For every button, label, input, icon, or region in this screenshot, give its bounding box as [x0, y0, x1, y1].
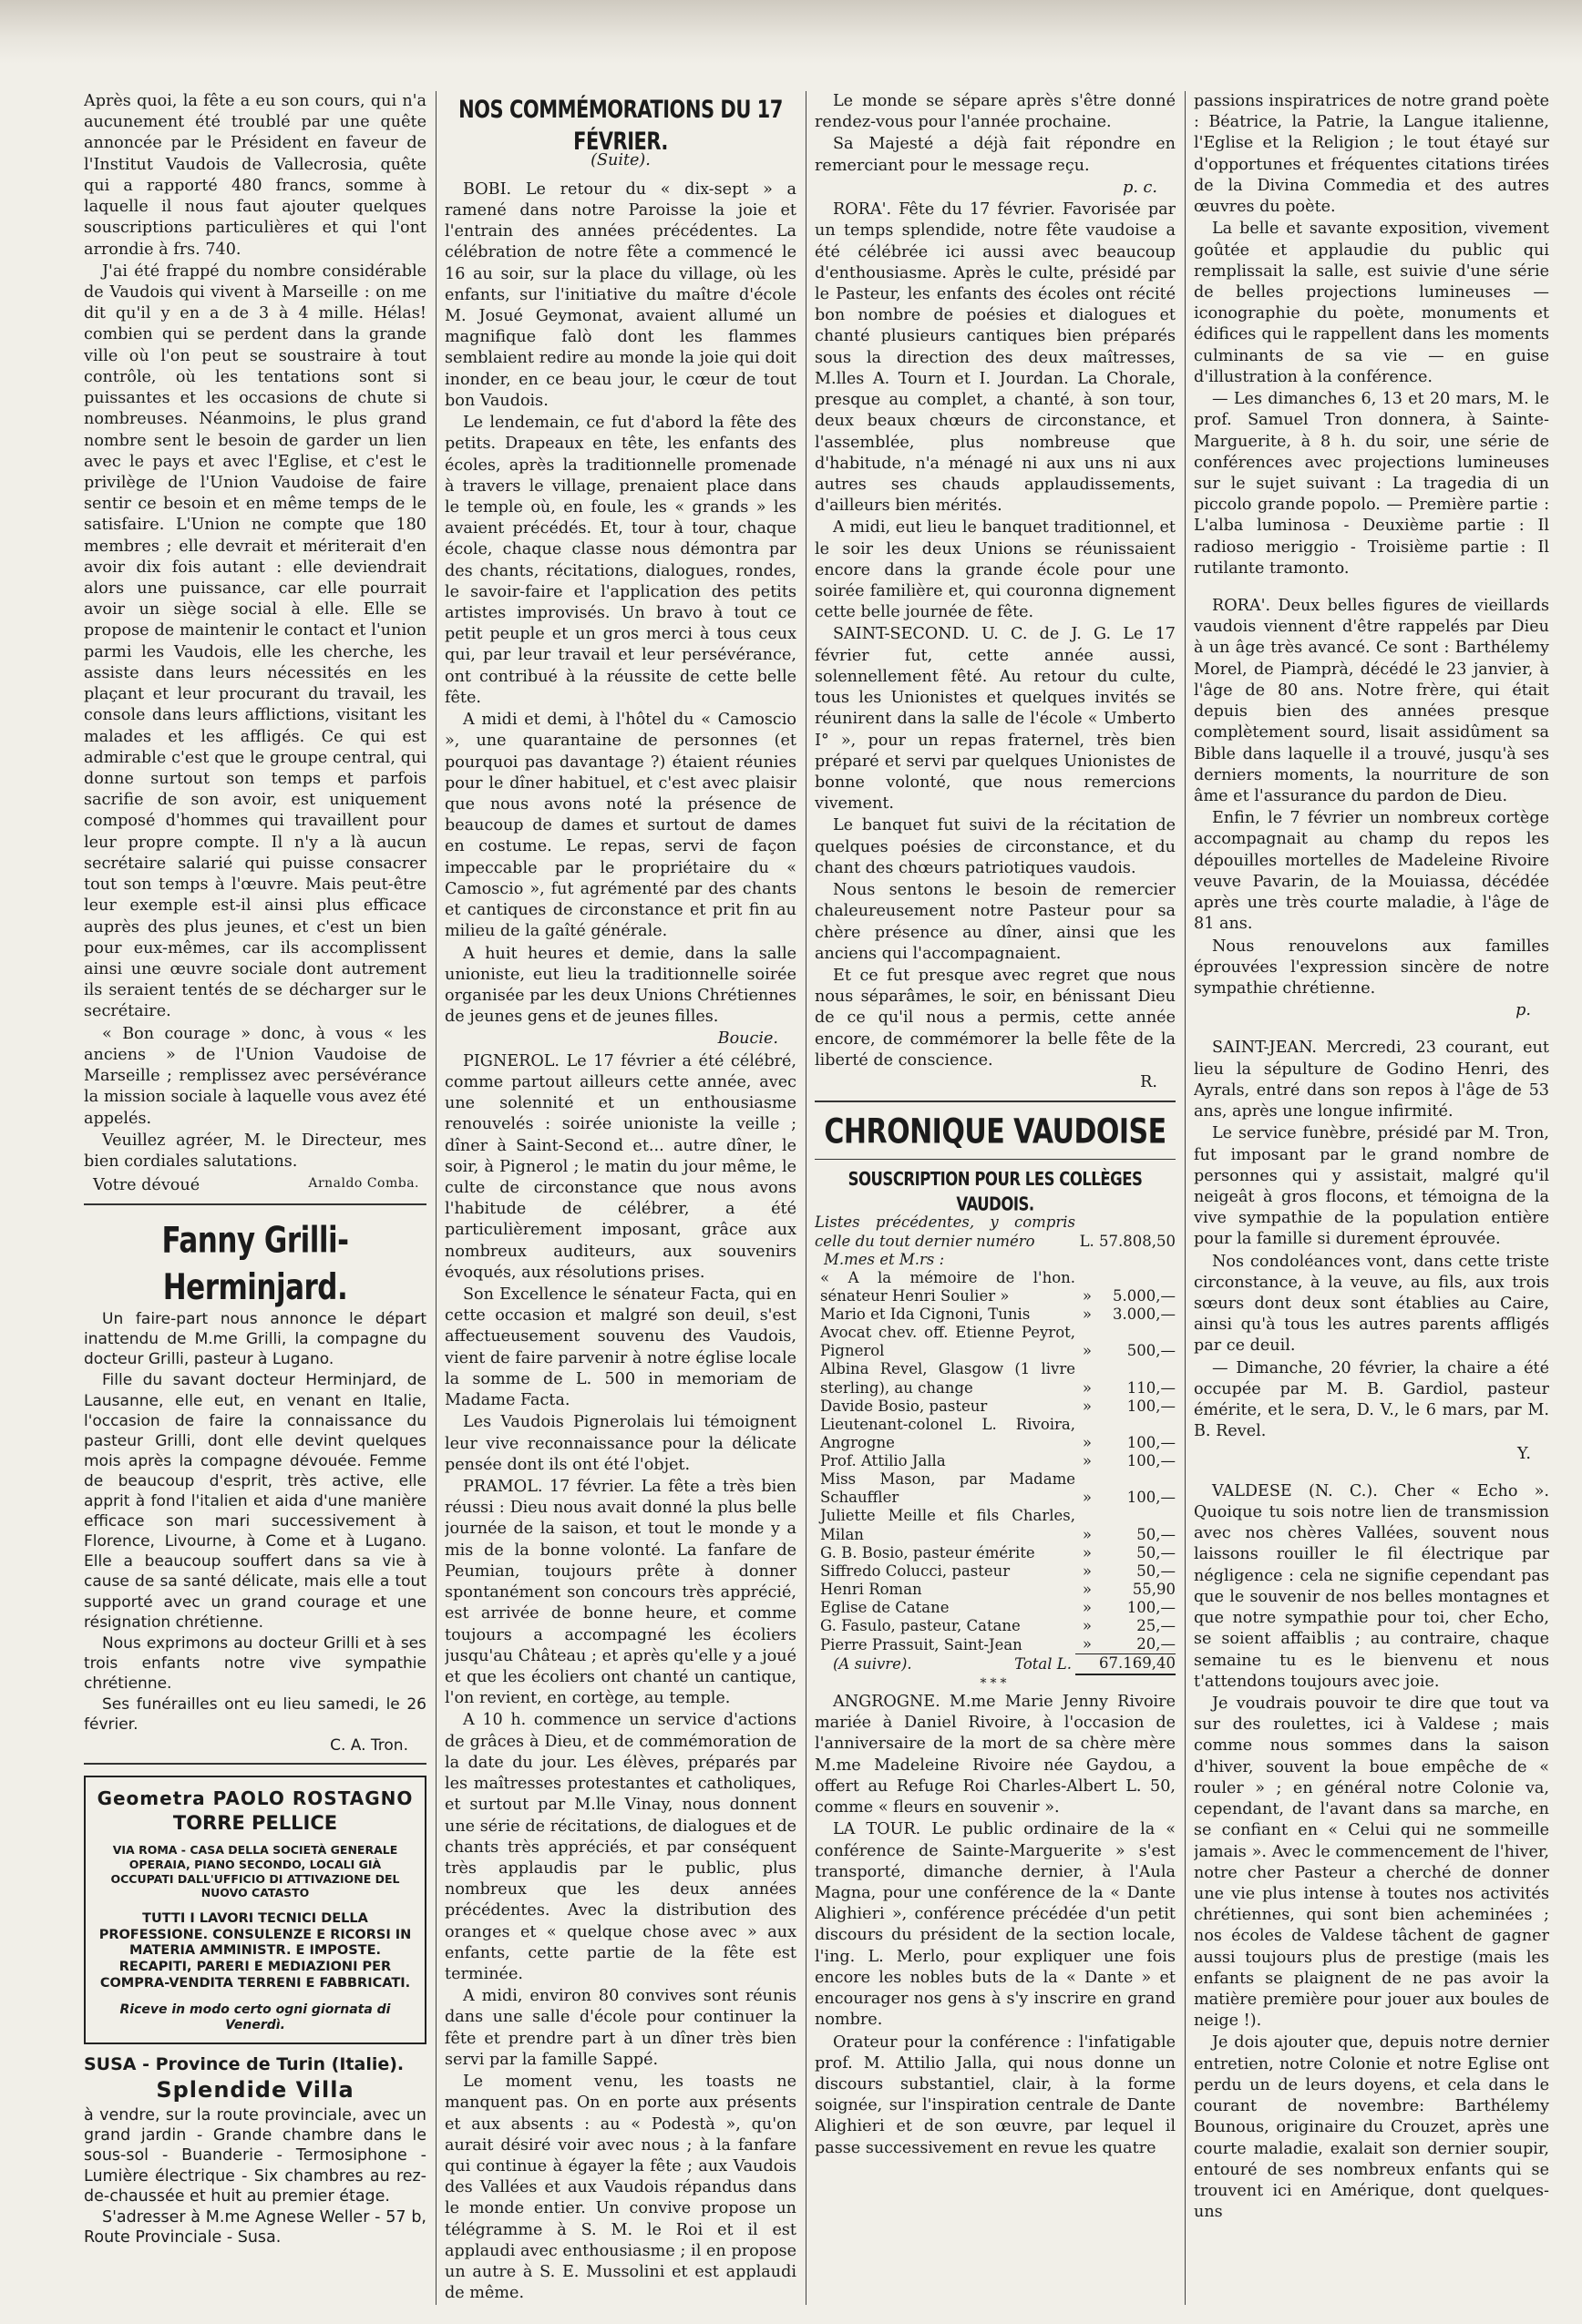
table-cell: Davide Bosio, pasteur: [820, 1397, 988, 1415]
table-row: [815, 1416, 1176, 1452]
subscription-title: SOUSCRIPTION POUR LES COLLÈGES VAUDOIS.: [848, 1168, 1143, 1215]
paragraph: Le banquet fut suivi de la récitation de quelques poésies de circonstance, et du chant des chœurs patriotiques vaudois.: [815, 816, 1176, 877]
signature-name: p. c.: [1123, 178, 1157, 197]
paper-edge: [0, 0, 1582, 64]
table-cell: »: [1082, 1617, 1092, 1635]
subscription-list: [815, 1269, 1176, 1654]
table-cell: M.mes et M.rs :: [824, 1250, 945, 1268]
table-cell: Listes précédentes, y compris celle du tout dernier numéro: [815, 1213, 1075, 1250]
ad-body: à vendre, sur la route provinciale, avec un grand jardin - Grande chambre dans le sous-sol - Buanderie - Termosiphone - Lumière électrique - Six chambres au rez-de-chaussée et huit au premier étage.: [84, 2105, 426, 2206]
obituary-body: [84, 1309, 426, 1756]
paragraph: A 10 h. commence un service d'actions de grâces à Dieu, et de commémoration de la date du jour. Les élèves, préparés par les maîtresses protestantes et catholiques, et surtout par M.lle Vinay, nous donnent une série de récitations, de dialogues et de chants très appréciés, et par conséquent très applaudis par le public, plus nombreux que les deux années précédentes. Avec la distribution des oranges et « quelque chose avec » aux enfants, cette partie de la fête est terminée.: [445, 1711, 796, 1984]
paragraph: La belle et savante exposition, vivement goûtée et applaudie du public qui remplissait la salle, est suivie d'une série de belles projections lumineuses — iconographie du poète, monuments et édifices qui le rappellent dans les moments culminants de sa vie — en guise d'illustration à la conférence.: [1194, 220, 1549, 386]
paragraph: — Dimanche, 20 février, la chaire a été occupée par M. B. Gardiol, pasteur émérite, et le sera, D. V., le 6 mars, par M. B. Revel.: [1194, 1358, 1549, 1441]
table-cell: 100,—: [1126, 1433, 1176, 1451]
table-cell: »: [1082, 1635, 1092, 1653]
table-cell: Miss Mason, par Madame Schauffler: [820, 1470, 1075, 1507]
table-row: [815, 1581, 1176, 1599]
paragraph: ANGROGNE. M.me Marie Jenny Rivoire mariée à Daniel Rivoire, à l'occasion de l'anniversaire de la mort de sa chère mère M.me Madeleine Rivoire née Gaydou, a offert au Refuge Roi Charles-Albert L. 50, comme « fleurs en souvenir ».: [815, 1693, 1176, 1817]
signature-name: C. A. Tron.: [330, 1736, 408, 1756]
separator-stars: ***: [980, 1675, 1011, 1691]
ad-services: TUTTI I LAVORI TECNICI DELLA PROFESSIONE. CONSULENZE E RICORSI IN MATERIA AMMINISTR. E IMPOSTE. RECAPITI, PARERI E MEDIAZIONI PER COMPRA-VENDITA TERRENI E FABBRICATI.: [98, 1910, 412, 1991]
paragraph: A midi et demi, à l'hôtel du « Camoscio », une quarantaine de personnes (et pourquoi pas davantage ?) étaient réunies pour le dîner habituel, et c'est avec plaisir que nous avons noté la présence de beaucoup de dames et surtout de dames en costume. Le repas, servi de façon impeccable par le propriétaire du « Camoscio », fut agrémenté par des chants et cantiques de circonstance et prit fin au milieu de la gaîté générale.: [445, 711, 796, 941]
paragraph: A midi, eut lieu le banquet traditionnel, et le soir les deux Unions se réunissaient encore dans la grande école pour une soirée familière et, qui couronna dignement cette belle journée de fête.: [815, 518, 1176, 622]
paragraph: passions inspiratrices de notre grand poète : Béatrice, la Patrie, la Langue italienne, l'Eglise et la Religion ; le tout étayé sur d'opportunes et fréquentes citations tirées de la Divina Commedia et des autres œuvres du poète.: [1194, 92, 1549, 217]
paragraph: Le lendemain, ce fut d'abord la fête des petits. Drapeaux en tête, les enfants des écoles, après la traditionnelle promenade à travers le village, prenaient place dans le temple où, en foule, les « grands » les avaient précédés. Et, tour à tour, chaque école, chaque classe nous démontra par des chants, récitations, dialogues, rondes, le savoir-faire et l'application des petits artistes improvisés. Un bravo à tout ce petit peuple et un gros merci à tous ceux qui, par leur travail et leur persévérance, ont contribué à la réussite de cette belle fête.: [445, 414, 796, 707]
table-row: [815, 1324, 1176, 1360]
signature-name: Arnaldo Comba.: [308, 1176, 419, 1192]
table-row: [815, 1654, 1176, 1674]
signature-line: [84, 1173, 426, 1196]
paragraph: PIGNEROL. Le 17 février a été célébré, comme partout ailleurs cette année, avec une solennité et un enthousiasme renouvelés : soirée unioniste la veille ; dîner à Saint-Second et... autre dîner, le soir, à Pignerol ; le matin du jour même, le culte de circonstance que nous avons l'habitude de célébrer, a été particulièrement imposant, grâce aux nombreux auditeurs, aux souvenirs évoqués, aux résolutions prises.: [445, 1051, 796, 1282]
paragraph: PRAMOL. 17 février. La fête a très bien réussi : Dieu nous avait donné la plus belle journée de la saison, et tout le monde y a mis de la bonne volonté. La fanfare de Peumian, toujours prête à donner spontanément son concours très apprécié, est arrivée de bonne heure, et comme toujours a accompagné les écoliers jusqu'au Château ; et après qu'elle y a joué et que les écoliers ont chanté un cantique, l'on revient, en cortège, au temple.: [445, 1478, 796, 1708]
paragraph: J'ai été frappé du nombre considérable de Vaudois qui vivent à Marseille : on me dit qu'il y en a de 3 à 4 mille. Hélas! combien qui se perdent dans la grande ville où l'on peut se soustraire à tout contrôle, où les tentations sont si puissantes et les occasions de chute si nombreuses. Néanmoins, le plus grand nombre sent le besoin de garder un lien avec le pays et avec l'Eglise, et c'est le privilège de l'Union Vaudoise de faire sentir ce besoin et en même temps de le satisfaire. L'Union ne compte que 180 membres ; elle devrait et mériterait d'en avoir dix fois autant : elle deviendrait alors une puissance, car elle pourrait avoir un siège social à elle. Elle se propose de maintenir le contact et l'union parmi les Vaudois, elle les cherche, les assiste dans leurs nécessités en les plaçant et leur procurant du travail, les console dans leurs afflictions, visitant les malades et les affligés. Ce qui est admirable c'est que le groupe central, qui donne surtout son temps et parfois sacrifie de son avoir, est uniquement composé d'hommes qui travaillent pour leur propre compte. Il n'y a là aucun secrétaire salarié qui puisse consacrer tout son temps à l'œuvre. Mais peut-être leur exemple est-il ainsi plus efficace auprès des plus jeunes, et c'est un bien pour eux-mêmes, car ils accomplissent ainsi une œuvre sociale dont autrement ils seraient tentés de se décharger sur le secrétaire.: [84, 261, 426, 1021]
total-value: 67.169,40: [1075, 1654, 1176, 1674]
paragraph: Nous exprimons au docteur Grilli et à ses trois enfants notre vive sympathie chrétienne.: [84, 1633, 426, 1693]
paragraph: Après quoi, la fête a eu son cours, qui n'a aucunement été troublé par une quête annoncée par le Président en faveur de l'Institut Vaudois de Vallecrosia, quête qui a rapporté 480 francs, somme à laquelle il nous faut ajouter quelques souscriptions particulières et qui l'ont arrondie à frs. 740.: [84, 92, 426, 259]
paragraph: Nous renouvelons aux familles éprouvées l'expression sincère de notre sympathie chrétienne.: [1194, 937, 1549, 998]
paragraph: — Les dimanches 6, 13 et 20 mars, M. le prof. Samuel Tron donnera, à Sainte-Marguerite, à 8 h. du soir, une série de conférences avec projections lumineuses sur le sujet suivant : La tragedia di un piccolo grande popolo. — Première partie : L'alba luminosa - Deuxième partie : Il radioso meriggio - Troisième partie : Il rutilante tramonto.: [1194, 390, 1549, 578]
paragraph: Fille du savant docteur Herminjard, de Lausanne, elle eut, en venant en Italie, l'occasion de faire la connaissance du pasteur Grilli, dont elle devint quelques mois après la compagne dévouée. Femme de beaucoup d'esprit, très active, elle apprit à fond l'italien et aida d'une manière efficace son mari successivement à Florence, Livourne, à Come et à Lugano. Elle a beaucoup souffert dans sa vie à cause de sa santé délicate, mais elle a tout supporté avec un grand courage et une résignation chrétienne.: [84, 1371, 426, 1632]
table-cell: »: [1082, 1305, 1092, 1324]
paragraph: « Bon courage » donc, à vous « les anciens » de l'Union Vaudoise de Marseille ; remplissez avec persévérance la mission sociale à laquelle vous avez été appelés.: [84, 1024, 426, 1128]
table-row: [815, 1617, 1176, 1635]
signature-name: R.: [1140, 1073, 1157, 1092]
table-row: [815, 1213, 1176, 1250]
table-row: [815, 1507, 1176, 1543]
table-cell: 20,—: [1136, 1635, 1176, 1653]
ad-heading: SUSA - Province de Turin (Italie).: [84, 2053, 405, 2074]
paragraph: A midi, environ 80 convives sont réunis dans une salle d'école pour continuer la fête et prendre part à un dîner très bien servi par la famille Sappé.: [445, 1987, 796, 2069]
paragraph: Orateur pour la conférence : l'infatigable prof. M. Attilio Jalla, qui nous donne un discours substantiel, clair, à la forme soignée, sur l'inspiration centrale de Dante Alighieri et de son œuvre, par lequel il passe successivement en revue les quatre: [815, 2032, 1176, 2157]
paragraph: RORA'. Fête du 17 février. Favorisée par un temps splendide, notre fête vaudoise a été célébrée ici aussi avec beaucoup d'enthousiasme. Après le culte, présidé par le Pasteur, les enfants des écoles ont récité bon nombre de poésies et dialogues et chanté plusieurs cantiques bien préparés sous la direction des deux maîtresses, M.lles A. Tourn et I. Jourdan. La Chorale, presque au complet, a chanté, à son tour, deux beaux chœurs de circonstance, et l'assemblée, plus nombreuse que d'habitude, n'a ménagé ni aux uns ni aux autres ses chauds applaudissements, d'ailleurs bien mérités.: [815, 200, 1176, 516]
table-cell: 100,—: [1126, 1397, 1176, 1415]
table-cell: »: [1082, 1543, 1092, 1561]
ad-title: Splendide Villa: [156, 2076, 354, 2103]
column-3: [815, 91, 1176, 2305]
section-title: CHRONIQUE VAUDOISE: [824, 1111, 1166, 1152]
paragraph: Veuillez agréer, M. le Directeur, mes bien cordiales salutations.: [84, 1131, 426, 1171]
table-cell: »: [1082, 1580, 1092, 1598]
table-cell: 5.000,—: [1113, 1286, 1176, 1305]
ad-hours: Riceve in modo certo ogni giornata di Venerdì.: [119, 2002, 391, 2033]
table-row: [815, 1397, 1176, 1416]
signature-closing: Votre dévoué: [93, 1176, 200, 1195]
paragraph: Nous sentons le besoin de remercier chaleureusement notre Pasteur pour sa chère présence au dîner, ainsi que les anciens qui l'accompagnaient.: [815, 881, 1176, 963]
paragraph: Ses funérailles ont eu lieu samedi, le 26 février.: [84, 1694, 426, 1735]
total-label: Total L.: [1014, 1655, 1072, 1674]
subscription-table: [815, 1213, 1176, 1674]
paragraph: Et ce fut presque avec regret que nous nous séparâmes, le soir, en bénissant Dieu de ce qu'il nous a permis, cette année encore, de commémorer la belle fête de la liberté de conscience.: [815, 966, 1176, 1070]
table-cell: Mario et Ida Cignoni, Tunis: [820, 1305, 1031, 1324]
table-cell: Henri Roman: [820, 1580, 922, 1598]
table-cell: »: [1082, 1286, 1092, 1305]
table-cell: Prof. Attilio Jalla: [820, 1452, 946, 1470]
paragraph: RORA'. Deux belles figures de vieillards vaudois viennent d'être rappelés par Dieu à un âge très avancé. Ce sont : Barthélemy Morel, de Piamprà, décédé le 23 janvier, à l'âge de 80 ans. Notre frère, qui était depuis bien des années presque complètement sourd, lisait assidûment sa Bible dans laquelle il a trouvé, jusqu'à ses derniers moments, la nourriture de son âme et l'assurance du pardon de Dieu.: [1194, 597, 1549, 805]
paragraph: Enfin, le 7 février un nombreux cortège accompagnait au champ du repos les dépouilles mortelles de Madeleine Rivoire veuve Pavarin, de la Mouiassa, décédée après une très courte maladie, à l'âge de 81 ans.: [1194, 809, 1549, 934]
table-note: (A suivre).: [833, 1655, 912, 1674]
table-cell: 100,—: [1126, 1599, 1176, 1617]
table-cell: Albina Revel, Glasgow (1 livre sterling), au change: [820, 1360, 1075, 1397]
signature-name: Y.: [1517, 1444, 1531, 1463]
table-cell: 50,—: [1136, 1543, 1176, 1561]
paragraph: Un faire-part nous annonce le départ inattendu de M.me Grilli, la compagne du docteur Grilli, pasteur à Lugano.: [84, 1310, 426, 1369]
table-cell: « A la mémoire de l'hon. sénateur Henri Soulier »: [820, 1268, 1075, 1305]
table-cell: »: [1082, 1342, 1092, 1360]
paragraph: Le moment venu, les toasts ne manquent pas. On en porte aux présents et aux absents : au « Podestà », qu'on aurait désiré voir avec nous ; à la fanfare qui continue à égayer la fête ; aux Vaudois des Vallées et aux Vaudois répandus dans le monde entier. Un convive propose un télégramme à S. M. le Roi et il est applaudi avec enthousiasme ; il en propose un autre à S. E. Mussolini et est applaudi de même.: [445, 2073, 796, 2303]
paragraph: Les Vaudois Pignerolais lui témoignent leur vive reconnaissance pour la délicate pensée dont ils ont été l'objet.: [445, 1413, 796, 1474]
table-cell: 55,90: [1132, 1580, 1176, 1598]
table-cell: Siffredo Colucci, pasteur: [820, 1561, 1011, 1580]
paragraph: SAINT-JEAN. Mercredi, 23 courant, eut lieu la sépulture de Godino Henri, des Ayrals, entré dans son repos à l'âge de 53 ans, après une longue infirmité.: [1194, 1039, 1549, 1121]
column-1: [84, 91, 426, 2305]
table-cell: Avocat chev. off. Etienne Peyrot, Pignerol: [820, 1324, 1075, 1360]
paragraph: Son Excellence le sénateur Facta, qui en cette occasion et malgré son deuil, s'est affectueusement souvenu des Vaudois, vient de faire parvenir à notre église locale la somme de L. 500 in memoriam de Madame Facta.: [445, 1285, 796, 1410]
table-cell: »: [1082, 1397, 1092, 1415]
column-4: [1194, 91, 1549, 2305]
paragraph: A huit heures et demie, dans la salle unioniste, eut lieu la traditionnelle soirée organisée par les deux Unions Chrétiennes de jeunes gens et de jeunes filles.: [445, 944, 796, 1027]
divider: [815, 1159, 1176, 1160]
table-row: [815, 1305, 1176, 1324]
table-cell: L. 57.808,50: [1079, 1232, 1176, 1250]
paragraph: LA TOUR. Le public ordinaire de la « conférence de Sainte-Marguerite » s'est transporté, dimanche dernier, à l'Aula Magna, pour une conférence de la « Dante Alighieri », conférence précédée d'un petit discours du président de la section locale, l'ing. L. Merlo, pour expliquer une fois encore les nobles buts de la « Dante » et encourager nos gens à s'y inscrire en grand nombre.: [815, 1820, 1176, 2030]
table-cell: Pierre Prassuit, Saint-Jean: [820, 1635, 1022, 1653]
signature-name: p.: [1515, 1001, 1531, 1020]
table-row: [815, 1562, 1176, 1581]
advertisement-box: [84, 1776, 426, 2044]
paragraph: Je dois ajouter que, depuis notre dernier entretien, notre Colonie et notre Eglise ont perdu un de leurs doyens, et cela dans le courant de novembre: Barthélemy Bounous, originaire du Crouzet, après une courte maladie, exalait son dernier soupir, entouré de ses nombreux enfants qui se trouvent ici en Amérique, dont quelques-uns: [1194, 2033, 1549, 2222]
table-cell: Eglise de Catane: [820, 1599, 950, 1617]
ad-contact: S'adresser à M.me Agnese Weller - 57 b, Route Provinciale - Susa.: [84, 2207, 426, 2247]
article-title: NOS COMMÉMORATIONS DU 17 FÉVRIER.: [458, 96, 783, 155]
table-cell: »: [1082, 1378, 1092, 1397]
table-cell: 100,—: [1126, 1489, 1176, 1507]
table-row: [815, 1251, 1176, 1269]
table-row: [815, 1635, 1176, 1654]
table-cell: »: [1082, 1561, 1092, 1580]
table-cell: 500,—: [1126, 1342, 1176, 1360]
table-cell: »: [1082, 1452, 1092, 1470]
table-cell: G. Fasulo, pasteur, Catane: [820, 1617, 1021, 1635]
table-cell: »: [1082, 1433, 1092, 1451]
ad-name: Geometra PAOLO ROSTAGNO: [97, 1787, 414, 1810]
table-cell: 25,—: [1136, 1617, 1176, 1635]
table-cell: 50,—: [1136, 1561, 1176, 1580]
table-cell: »: [1082, 1599, 1092, 1617]
column-divider: [436, 91, 437, 2305]
table-cell: Lieutenant-colonel L. Rivoira, Angrogne: [820, 1415, 1075, 1451]
article-subtitle: (Suite).: [591, 151, 651, 170]
paragraph: Sa Majesté a déjà fait répondre en remerciant pour le message reçu.: [815, 135, 1176, 175]
table-row: [815, 1269, 1176, 1305]
table-cell: 50,—: [1136, 1525, 1176, 1543]
divider: [84, 1203, 426, 1205]
newspaper-page: [84, 91, 1560, 2305]
divider: [815, 1101, 1176, 1102]
table-cell: »: [1082, 1489, 1092, 1507]
table-cell: Juliette Meille et fils Charles, Milan: [820, 1507, 1075, 1543]
ad-address: VIA ROMA - CASA DELLA SOCIETÀ GENERALE OPERAIA, PIANO SECONDO, LOCALI GIÀ OCCUPATI DALL'UFFICIO DI ATTIVAZIONE DEL NUOVO CATASTO: [110, 1843, 400, 1900]
column-divider: [1185, 91, 1186, 2305]
paragraph: Le monde se sépare après s'être donné rendez-vous pour l'année prochaine.: [815, 92, 1176, 132]
signature-name: Boucie.: [717, 1029, 778, 1049]
table-cell: »: [1082, 1525, 1092, 1543]
table-row: [815, 1360, 1176, 1397]
paragraph: Nos condoléances vont, dans cette triste circonstance, à la veuve, au fils, aux trois sœurs dont deux sont établies au Caire, ainsi qu'à tous les autres parents affligés par ce deuil.: [1194, 1252, 1549, 1356]
table-row: [815, 1544, 1176, 1562]
table-cell: 110,—: [1126, 1378, 1176, 1397]
divider: [84, 1763, 426, 1765]
table-row: [815, 1470, 1176, 1507]
ad-city: TORRE PELLICE: [172, 1811, 338, 1834]
column-2: [445, 91, 796, 2305]
paragraph: SAINT-SECOND. U. C. de J. G. Le 17 février fut, cette année aussi, solennellement fêté. Au retour du culte, tous les Unionistes et quelques invités se réunirent dans la salle de l'école « Umberto I° », pour un repas fraternel, très bien préparé et servi par quelques Unionistes de bonne volonté, que nous remercions vivement.: [815, 625, 1176, 814]
paragraph: Je voudrais pouvoir te dire que tout va sur des roulettes, ici à Valdese ; mais comme nous sommes dans la saison d'hiver, souvent la boue empêche de « rouler » ; en général notre Colonie va, cependant, de l'avant dans sa marche, en se confiant en « Celui qui ne sommeille jamais ». Avec le commencement de l'hiver, notre cher Pasteur a cherché de donner une vie plus intense à toutes nos activités chrétiennes, qui sont bien acheminées ; nos écoles de Valdese tâchent de gagner aussi toujours plus de prestige (mais les enfants se plaignent de ne pas avoir la matière première pour jouer aux boules de neige !).: [1194, 1694, 1549, 2031]
paragraph: BOBI. Le retour du « dix-sept » a ramené dans notre Paroisse la joie et l'entrain des années précédentes. La célébration de notre fête a commencé le 16 au soir, sur la place du village, où les enfants, sur l'initiative du maître d'école M. Josué Geymonat, avaient allumé un magnifique falò dont les flammes semblaient redire au monde la joie qui doit inonder, en ce beau jour, le cœur de tout bon Vaudois.: [445, 179, 796, 410]
table-cell: 3.000,—: [1113, 1305, 1176, 1324]
table-row: [815, 1452, 1176, 1470]
table-cell: 100,—: [1126, 1452, 1176, 1470]
article-title: Fanny Grilli-Herminjard.: [161, 1220, 349, 1309]
paragraph: VALDESE (N. C.). Cher « Echo ». Quoique tu sois notre lien de transmission avec nos chères Vallées, souvent nous laissons rouiller le fil électrique par négligence : cela ne signifie cependant pas que le souvenir de nos belles montagnes et que notre sympathie pour toi, cher Echo, se soient affaiblis ; au contraire, chaque semaine tu es le bienvenu et nous t'attendons toujours avec joie.: [1194, 1481, 1549, 1691]
table-cell: G. B. Bosio, pasteur émérite: [820, 1543, 1035, 1561]
table-cell: [815, 1654, 1075, 1674]
table-row: [815, 1599, 1176, 1617]
paragraph: Le service funèbre, présidé par M. Tron, fut imposant par le grand nombre de personnes qui y assistait, malgré qu'il neigeât à gros flocons, et témoigna de la vive sympathie de la population entière pour la famille si durement éprouvée.: [1194, 1124, 1549, 1249]
